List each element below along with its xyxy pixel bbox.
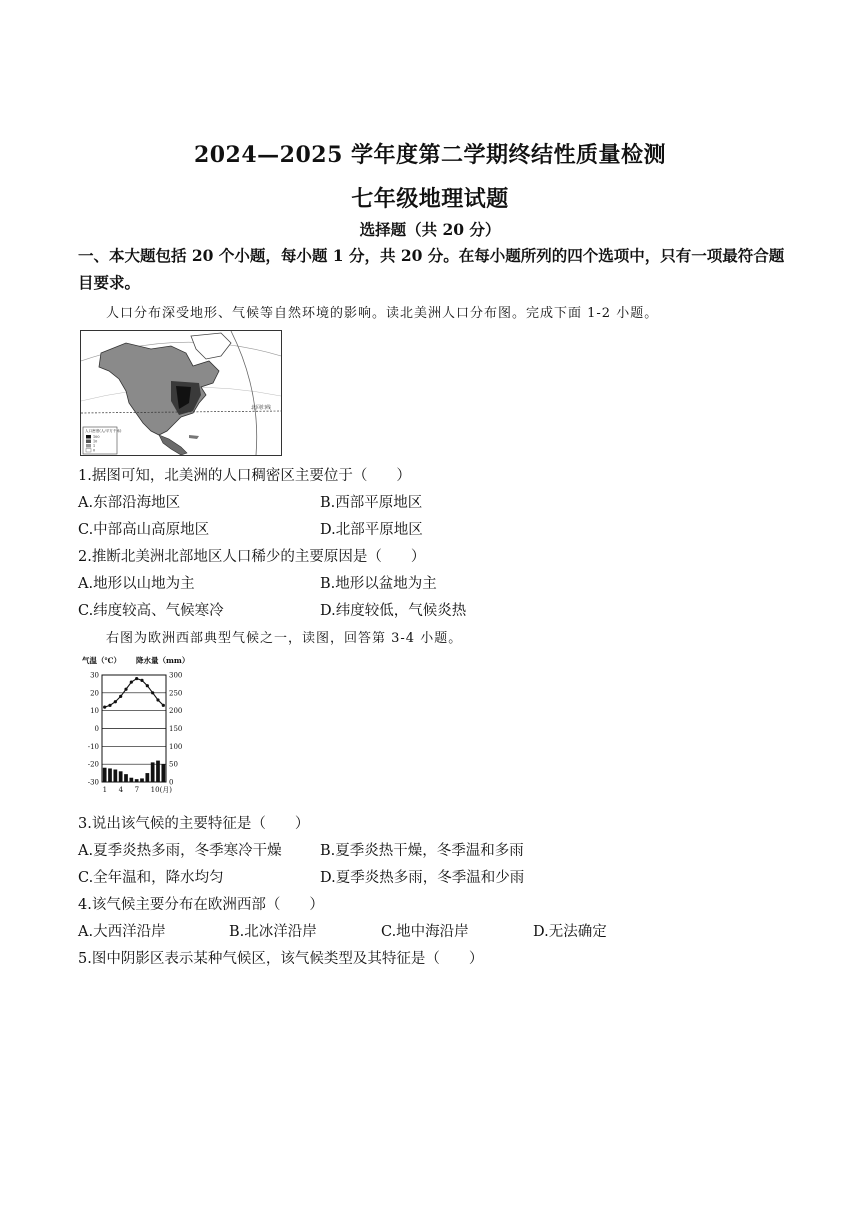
question-1-option-c[interactable]: C.中部高山高原地区 [78,522,210,538]
temperature-point [151,691,154,694]
temperature-point [135,677,138,680]
section-instruction: 一、本大题包括 20 个小题，每小题 1 分，共 20 分。在每小题所列的四个选项中，只有一项最符合题目要求。 [78,246,785,292]
question-2-option-d[interactable]: D.纬度较低，气候炎热 [320,603,467,619]
tropic-label: 北回归线 [251,405,272,411]
x-tick-label: 1 [102,786,108,794]
right-tick-label: 0 [169,778,174,787]
legend-item: 10 [93,439,98,444]
question-2-option-a[interactable]: A.地形以山地为主 [78,576,195,592]
precipitation-bar [113,770,117,782]
temperature-point [124,688,127,691]
question-3-option-b[interactable]: B.夏季炎热干燥，冬季温和多雨 [320,843,524,859]
right-tick-label: 100 [169,742,183,751]
precipitation-bar [135,779,139,782]
question-3-option-c[interactable]: C.全年温和，降水均匀 [78,870,224,886]
right-tick-label: 300 [169,671,183,680]
precipitation-bar [129,778,133,782]
temperature-point [103,706,106,709]
question-2-stem: 2.推断北美洲北部地区人口稀少的主要原因是（ ） [78,549,426,565]
temperature-point [119,695,122,698]
question-4-option-d[interactable]: D.无法确定 [533,924,607,940]
precipitation-bar [161,764,165,782]
x-tick-label: 4 [118,786,124,794]
temperature-point [162,704,165,707]
precipitation-bar [140,778,144,782]
precipitation-bar [124,774,128,782]
exam-title: 2024—2025 学年度第二学期终结性质量检测 [193,142,667,168]
temperature-point [130,681,133,684]
left-tick-label: 20 [90,689,99,698]
right-tick-label: 250 [169,689,183,698]
precipitation-bar [151,762,155,782]
north-america-population-map [80,330,282,456]
map-graphic [81,331,281,455]
question-1-option-a[interactable]: A.东部沿海地区 [78,495,181,511]
legend-title: 人口密度(人/平方千米) [85,429,122,433]
left-tick-label: -10 [87,742,99,751]
question-3-stem: 3.说出该气候的主要特征是（ ） [78,816,310,832]
exam-subtitle: 七年级地理试题 [351,186,509,212]
right-axis-title: 降水量（mm） [136,656,188,665]
right-tick-label: 50 [169,760,178,769]
question-2-option-b[interactable]: B.地形以盆地为主 [320,576,437,592]
left-tick-label: 30 [90,671,99,680]
part-heading: 选择题（共 20 分） [359,220,501,239]
question-3-option-d[interactable]: D.夏季炎热多雨，冬季温和少雨 [320,870,525,886]
question-2-option-c[interactable]: C.纬度较高、气候寒冷 [78,603,224,619]
precipitation-bar [145,773,149,782]
x-tick-label: 10(月) [150,786,173,794]
question-4-option-c[interactable]: C.地中海沿岸 [381,924,469,940]
left-tick-label: 10 [90,707,99,716]
left-tick-label: -30 [87,778,99,787]
intro-text-1: 人口分布深受地形、气候等自然环境的影响。读北美洲人口分布图。完成下面 1-2 小题。 [106,306,659,321]
left-tick-label: -20 [87,760,99,769]
question-4-option-b[interactable]: B.北冰洋沿岸 [229,924,317,940]
climate-chart-svg [78,654,188,804]
precipitation-bar [156,761,160,782]
legend-item: 1 [93,444,96,448]
intro-text-2: 右图为欧洲西部典型气候之一，读图，回答第 3-4 小题。 [106,631,463,646]
question-1-stem: 1.据图可知，北美洲的人口稠密区主要位于（ ） [78,468,411,484]
question-5-stem: 5.图中阴影区表示某种气候区，该气候类型及其特征是（ ） [78,951,484,967]
precipitation-bar [103,768,107,782]
temperature-point [156,698,159,701]
temperature-point [108,704,111,707]
question-1-option-b[interactable]: B.西部平原地区 [320,495,423,511]
right-tick-label: 200 [169,707,183,716]
precipitation-bar [119,771,123,782]
question-4-stem: 4.该气候主要分布在欧洲西部（ ） [78,897,324,913]
climate-chart [78,654,188,804]
temperature-point [146,684,149,687]
left-tick-label: 0 [94,725,99,733]
temperature-point [114,700,117,703]
question-1-option-d[interactable]: D.北部平原地区 [320,522,423,538]
right-tick-label: 150 [169,725,183,733]
legend-item: 0 [93,448,96,453]
temperature-point [140,679,143,682]
x-tick-label: 7 [134,786,140,794]
question-3-option-a[interactable]: A.夏季炎热多雨，冬季寒冷干燥 [78,843,282,859]
question-4-option-a[interactable]: A.大西洋沿岸 [78,924,166,940]
left-axis-title: 气温（℃） [82,656,121,665]
precipitation-bar [108,768,112,782]
legend-item: 100 [93,435,100,439]
